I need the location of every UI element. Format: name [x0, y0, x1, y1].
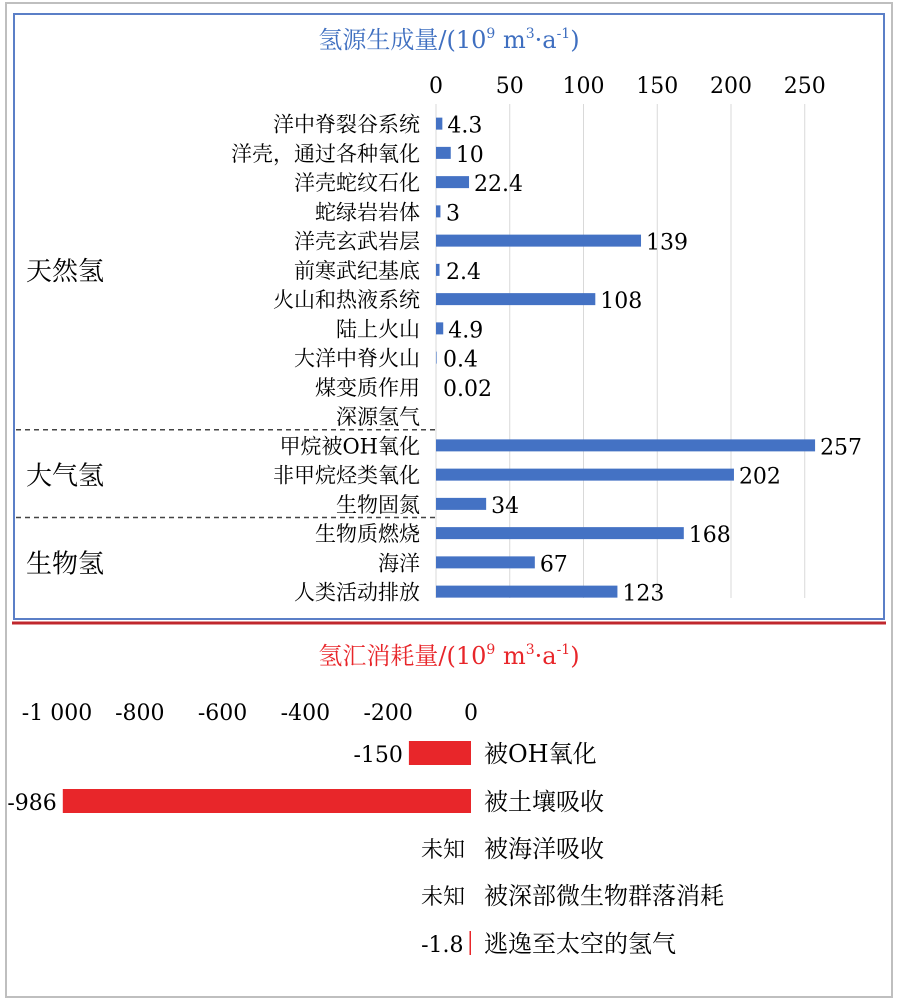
category-label: 海洋 — [378, 551, 420, 576]
category-label: 甲烷被OH氧化 — [279, 434, 420, 459]
bar — [436, 118, 442, 130]
source-x-tick-labels — [429, 74, 826, 99]
bar — [436, 527, 684, 539]
category-label: 火山和热液系统 — [273, 288, 420, 313]
bar — [436, 322, 443, 334]
x-tick-label: -600 — [197, 701, 248, 726]
bar — [436, 469, 734, 481]
x-tick-label: -200 — [363, 701, 413, 726]
category-label: 生物固氮 — [336, 492, 420, 517]
hydrogen-sink-chart — [7, 642, 724, 958]
data-label: 4.9 — [448, 318, 484, 344]
data-label: 未知 — [420, 885, 465, 910]
x-tick-label: -800 — [115, 701, 165, 726]
category-label: 煤变质作用 — [315, 375, 420, 400]
bar — [436, 293, 595, 305]
category-label: 深源氢气 — [336, 405, 420, 430]
bar — [436, 205, 440, 217]
bar — [63, 789, 471, 813]
bar — [409, 741, 471, 765]
data-label: 10 — [455, 142, 484, 168]
group-label: 生物氢 — [26, 549, 105, 580]
category-label: 生物质燃烧 — [315, 522, 420, 547]
x-tick-label: -1 000 — [21, 701, 93, 726]
category-label: 洋壳，通过各种氧化 — [231, 141, 420, 166]
data-label: -1.8 — [421, 933, 464, 958]
data-label: 168 — [688, 523, 731, 549]
data-label: 4.3 — [447, 113, 483, 139]
sink-bars — [63, 741, 471, 955]
x-tick-label: 250 — [783, 74, 826, 99]
category-label: 人类活动排放 — [294, 580, 420, 605]
category-label: 洋壳蛇纹石化 — [294, 171, 420, 196]
data-label: 108 — [600, 289, 643, 315]
data-label: 3 — [446, 201, 460, 227]
sink-chart-title: 氢汇消耗量$/(10^9$ $m^3\cdot a^{-1}$) — [318, 642, 580, 670]
group-label: 天然氢 — [26, 256, 105, 287]
category-label: 被土壤吸收 — [484, 788, 604, 816]
sink-category-labels — [484, 740, 724, 958]
data-label: 202 — [738, 464, 781, 490]
category-label: 蛇绿岩岩体 — [315, 200, 420, 225]
bar — [436, 264, 440, 276]
bar — [436, 439, 815, 451]
x-tick-label: 0 — [464, 701, 478, 726]
bar — [436, 556, 535, 568]
category-label: 洋壳玄武岩层 — [294, 229, 420, 254]
x-tick-label: 200 — [710, 74, 752, 99]
category-label: 被深部微生物群落消耗 — [484, 882, 724, 910]
data-label: 139 — [646, 230, 689, 256]
data-label: 34 — [491, 493, 520, 519]
category-label: 洋中脊裂谷系统 — [273, 112, 420, 137]
x-tick-label: 150 — [636, 74, 679, 99]
bar — [436, 235, 641, 247]
data-label: 0.4 — [443, 347, 478, 373]
data-label: 123 — [622, 581, 665, 607]
source-category-labels — [231, 113, 420, 605]
data-label: -150 — [353, 743, 403, 768]
category-label: 非甲烷烃类氧化 — [273, 463, 420, 488]
category-label: 前寒武纪基底 — [294, 258, 420, 283]
category-label: 大洋中脊火山 — [294, 346, 420, 371]
data-label: 67 — [539, 552, 568, 578]
x-tick-label: -400 — [280, 701, 331, 726]
sink-value-labels — [7, 743, 465, 958]
x-tick-label: 100 — [562, 74, 605, 99]
data-label: -986 — [7, 791, 57, 816]
data-label: 未知 — [420, 838, 465, 863]
hydrogen-source-chart — [16, 26, 862, 607]
group-label: 大气氢 — [26, 461, 105, 492]
bar — [436, 352, 437, 364]
x-tick-label: 50 — [495, 74, 524, 99]
bar — [436, 147, 451, 159]
data-label: 0.02 — [443, 376, 492, 402]
bar — [436, 176, 469, 188]
category-label: 被海洋吸收 — [484, 835, 604, 863]
sink-x-tick-labels — [22, 701, 478, 726]
x-tick-label: 0 — [429, 74, 443, 99]
category-label: 被OH氧化 — [484, 740, 597, 768]
bar — [436, 586, 617, 598]
data-label: 257 — [820, 435, 863, 461]
source-chart-title: 氢源生成量$/(10^9$ $m^3\cdot a^{-1}$) — [318, 26, 580, 54]
bar — [436, 498, 486, 510]
data-label: 22.4 — [474, 172, 524, 198]
bar — [470, 931, 472, 955]
category-label: 陆上火山 — [336, 317, 420, 342]
data-label: 2.4 — [446, 259, 481, 285]
category-label: 逃逸至太空的氢气 — [484, 930, 676, 958]
